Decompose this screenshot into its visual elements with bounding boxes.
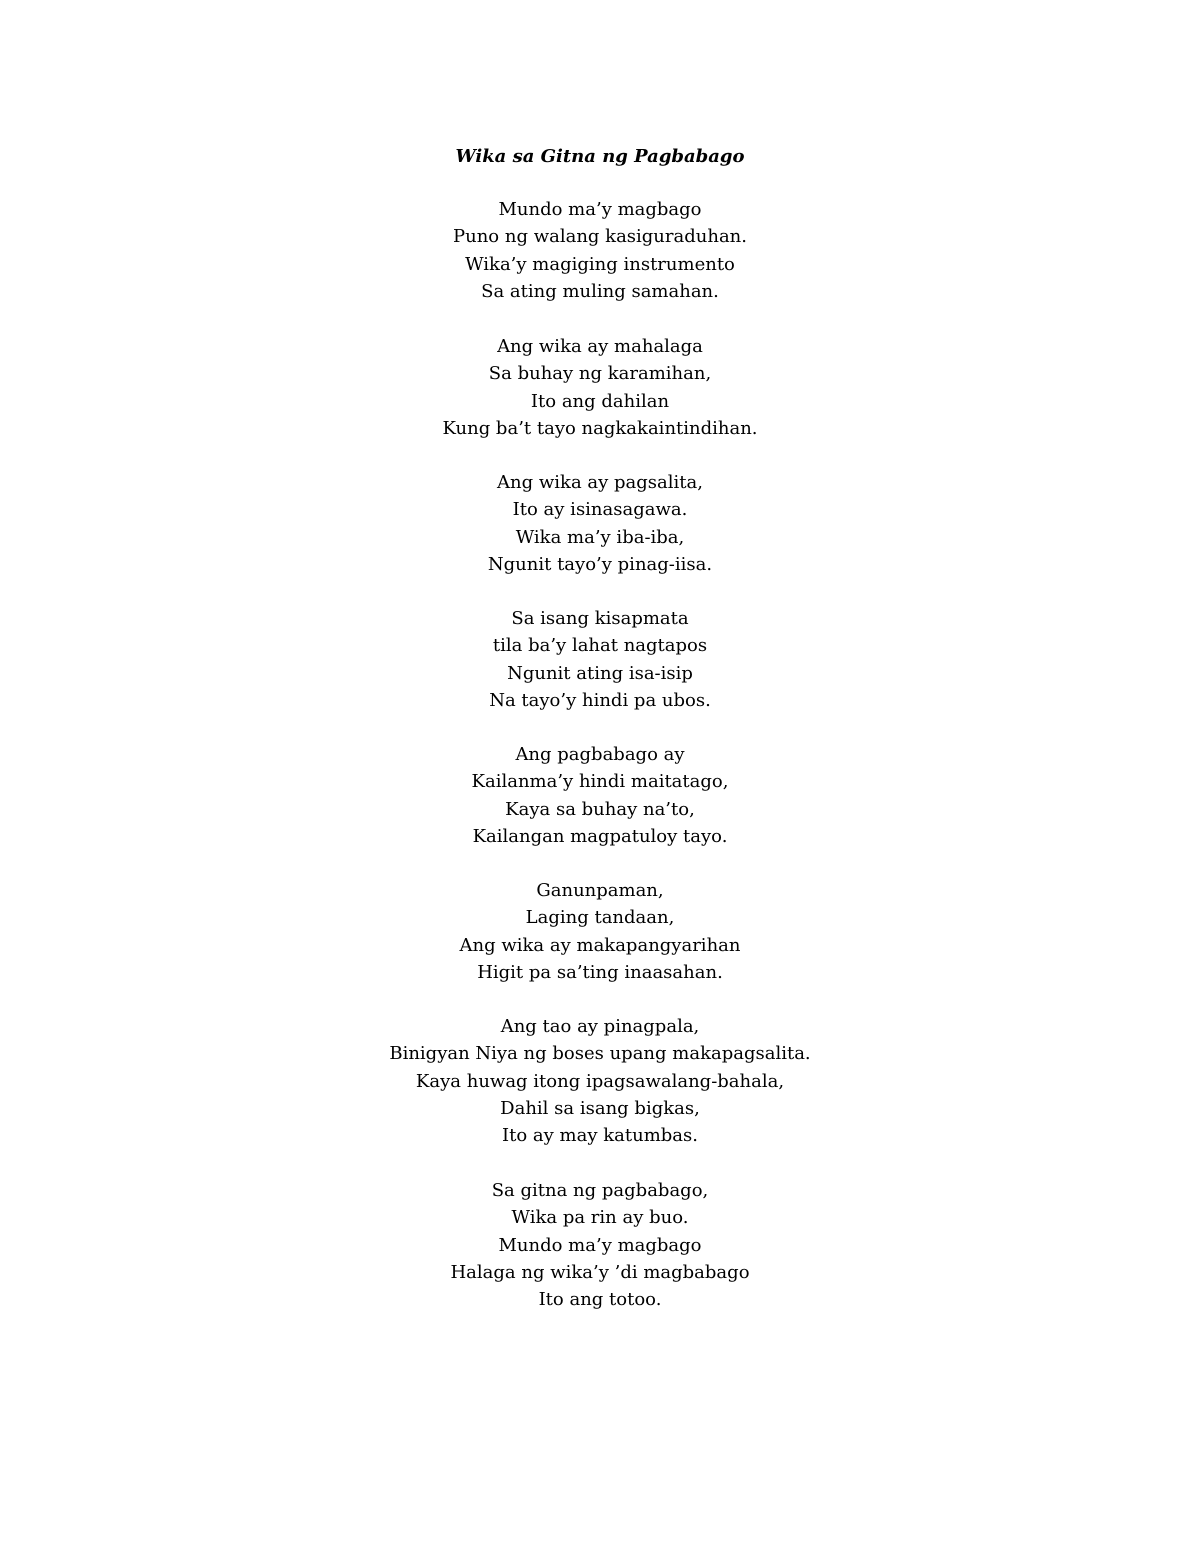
poem-line: Ganunpaman, <box>536 880 664 901</box>
stanza <box>0 741 1200 850</box>
poem-line: Sa buhay ng karamihan, <box>488 363 712 385</box>
poem-line: Ito ay may katumbas. <box>502 1125 698 1147</box>
poem-line: Dahil sa isang bigkas, <box>500 1097 700 1119</box>
poem-line: Ito ay isinasagawa. <box>512 499 688 521</box>
poem-line: Na tayo’y hindi pa ubos. <box>489 689 711 711</box>
poem-line: Ang tao ay pinagpala, <box>500 1016 700 1037</box>
poem-line: Wika ma’y iba-iba, <box>515 526 685 548</box>
poem-line: Binigyan Niya ng boses upang makapagsalita. <box>389 1043 811 1065</box>
stanza <box>0 469 1200 578</box>
poem-line: Kung ba’t tayo nagkakaintindihan. <box>442 417 758 439</box>
poem-line: Kailanma’y hindi maitatago, <box>471 771 729 793</box>
poem-line: Sa gitna ng pagbabago, <box>491 1180 709 1201</box>
poem-title: Wika sa Gitna ng Pagbabago <box>455 146 745 167</box>
stanza <box>0 877 1200 986</box>
poem-line: tila ba’y lahat nagtapos <box>492 635 708 657</box>
poem-line: Laging tandaan, <box>525 907 675 929</box>
poem-line: Halaga ng wika’y ’di magbabago <box>450 1261 750 1283</box>
poem-line: Ang wika ay pagsalita, <box>497 472 703 493</box>
poem-line: Ngunit tayo’y pinag-iisa. <box>487 553 713 575</box>
poem-line: Kaya huwag itong ipagsawalang-bahala, <box>415 1070 785 1092</box>
poem-line: Puno ng walang kasiguraduhan. <box>453 226 747 248</box>
poem-line: Higit pa sa’ting inaasahan. <box>477 961 723 983</box>
poem-line: Kaya sa buhay na’to, <box>505 798 695 820</box>
poem-line: Wika pa rin ay buo. <box>511 1207 689 1229</box>
poem-line: Ngunit ating isa-isip <box>507 662 693 684</box>
poem-line: Ito ang totoo. <box>538 1289 662 1311</box>
poem-line: Kailangan magpatuloy tayo. <box>472 825 728 847</box>
poem-line: Ito ang dahilan <box>530 390 670 412</box>
poem-line: Sa ating muling samahan. <box>481 280 719 302</box>
poem-line: Ang wika ay makapangyarihan <box>459 934 741 956</box>
poem-line: Sa isang kisapmata <box>511 608 689 629</box>
stanza <box>0 1013 1200 1149</box>
poem-line: Ang wika ay mahalaga <box>497 336 703 357</box>
stanza <box>0 605 1200 714</box>
poem-line: Wika’y magiging instrumento <box>465 253 735 275</box>
poem-line: Mundo ma’y magbago <box>498 199 702 220</box>
stanza <box>0 196 1200 305</box>
stanza <box>0 1177 1200 1313</box>
poem-line: Ang pagbabago ay <box>515 744 685 765</box>
stanza <box>0 333 1200 442</box>
poem-line: Mundo ma’y magbago <box>498 1234 702 1256</box>
